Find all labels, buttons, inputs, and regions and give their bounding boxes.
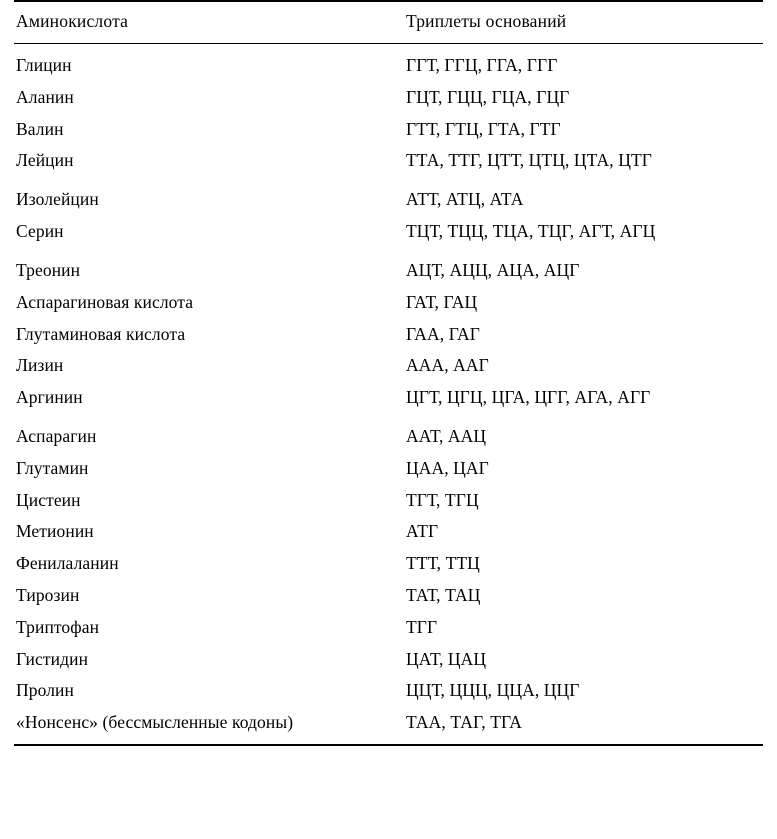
cell-amino-acid: Глутамин	[16, 457, 89, 478]
table-row	[14, 548, 763, 580]
cell-base-triplets: ГЦТ, ГЦЦ, ГЦА, ГЦГ	[406, 86, 570, 107]
table-row	[14, 707, 763, 745]
cell-base-triplets: ГАА, ГАГ	[406, 323, 481, 344]
row-spacer-cell	[14, 177, 400, 184]
table-row	[14, 484, 763, 516]
table-row	[14, 453, 763, 485]
cell-amino-acid: Аланин	[16, 86, 74, 107]
column-header-triplets: Триплеты оснований	[406, 11, 567, 31]
cell-base-triplets: ЦАТ, ЦАЦ	[406, 648, 487, 669]
cell-base-triplets: ТАТ, ТАЦ	[406, 585, 481, 605]
cell-amino-acid: Серин	[16, 221, 64, 242]
table-header-row	[14, 1, 763, 44]
cell-amino-acid: Глицин	[16, 55, 72, 75]
row-spacer	[14, 177, 763, 184]
row-spacer-cell	[400, 248, 763, 255]
cell-amino-acid: Гистидин	[16, 648, 89, 669]
cell-base-triplets: ГТТ, ГТЦ, ГТА, ГТГ	[406, 118, 561, 139]
genetic-code-table	[14, 0, 763, 746]
cell-base-triplets: АТТ, АТЦ, АТА	[406, 189, 524, 210]
table-row	[14, 516, 763, 548]
table-bottom-rule-cell	[400, 745, 763, 746]
table-row	[14, 421, 763, 453]
cell-amino-acid: «Нонсенс» (бессмысленные кодоны)	[16, 712, 294, 733]
table-row	[14, 318, 763, 350]
table-bottom-rule-cell	[14, 745, 400, 746]
cell-amino-acid: Триптофан	[16, 616, 100, 637]
table-row	[14, 580, 763, 612]
cell-base-triplets: ЦАА, ЦАГ	[406, 457, 489, 478]
cell-base-triplets: ААА, ААГ	[406, 355, 489, 376]
cell-amino-acid: Лизин	[16, 355, 64, 376]
cell-amino-acid: Тирозин	[16, 585, 80, 605]
cell-amino-acid: Фенилаланин	[16, 553, 119, 574]
cell-amino-acid: Глутаминовая кислота	[16, 323, 186, 344]
column-header-amino: Аминокислота	[16, 11, 129, 31]
cell-base-triplets: ТАА, ТАГ, ТГА	[406, 712, 523, 733]
cell-amino-acid: Пролин	[16, 680, 74, 701]
cell-amino-acid: Аспарагиновая кислота	[16, 291, 194, 312]
cell-amino-acid: Метионин	[16, 521, 94, 542]
table-row	[14, 643, 763, 675]
row-spacer-cell	[400, 414, 763, 421]
cell-base-triplets: ЦЦТ, ЦЦЦ, ЦЦА, ЦЦГ	[406, 680, 580, 701]
cell-base-triplets: ЦГТ, ЦГЦ, ЦГА, ЦГГ, АГА, АГГ	[406, 387, 651, 408]
table-row	[14, 82, 763, 114]
row-spacer	[14, 414, 763, 421]
cell-amino-acid: Изолейцин	[16, 189, 99, 210]
table-row	[14, 255, 763, 287]
cell-base-triplets: ТГГ	[406, 616, 438, 637]
cell-amino-acid: Цистеин	[16, 489, 81, 510]
cell-amino-acid: Треонин	[16, 259, 81, 280]
table-row	[14, 113, 763, 145]
table-header	[14, 1, 763, 44]
table-row	[14, 612, 763, 644]
table-row	[14, 44, 763, 82]
cell-base-triplets: ГАТ, ГАЦ	[406, 291, 478, 312]
cell-base-triplets: ТГТ, ТГЦ	[406, 489, 479, 510]
row-spacer-cell	[14, 248, 400, 255]
cell-base-triplets: ГГТ, ГГЦ, ГГА, ГГГ	[406, 55, 558, 75]
row-spacer	[14, 248, 763, 255]
cell-base-triplets: АЦТ, АЦЦ, АЦА, АЦГ	[406, 259, 580, 280]
table-bottom-rule	[14, 745, 763, 746]
table-row	[14, 216, 763, 248]
cell-base-triplets: ТТТ, ТТЦ	[406, 553, 480, 574]
cell-base-triplets: ААТ, ААЦ	[406, 425, 487, 446]
table-row	[14, 350, 763, 382]
cell-amino-acid: Аспарагин	[16, 425, 97, 446]
cell-amino-acid: Лейцин	[16, 150, 74, 171]
row-spacer-cell	[14, 414, 400, 421]
cell-base-triplets: АТГ	[406, 521, 439, 542]
cell-base-triplets: ТТА, ТТГ, ЦТТ, ЦТЦ, ЦТА, ЦТГ	[406, 150, 652, 171]
cell-amino-acid: Аргинин	[16, 387, 83, 408]
table-row	[14, 382, 763, 414]
cell-base-triplets: ТЦТ, ТЦЦ, ТЦА, ТЦГ, АГТ, АГЦ	[406, 221, 656, 242]
table-row	[14, 675, 763, 707]
table-body	[14, 44, 763, 746]
table-row	[14, 287, 763, 319]
cell-amino-acid: Валин	[16, 118, 64, 139]
table-row	[14, 184, 763, 216]
row-spacer-cell	[400, 177, 763, 184]
table-row	[14, 145, 763, 177]
